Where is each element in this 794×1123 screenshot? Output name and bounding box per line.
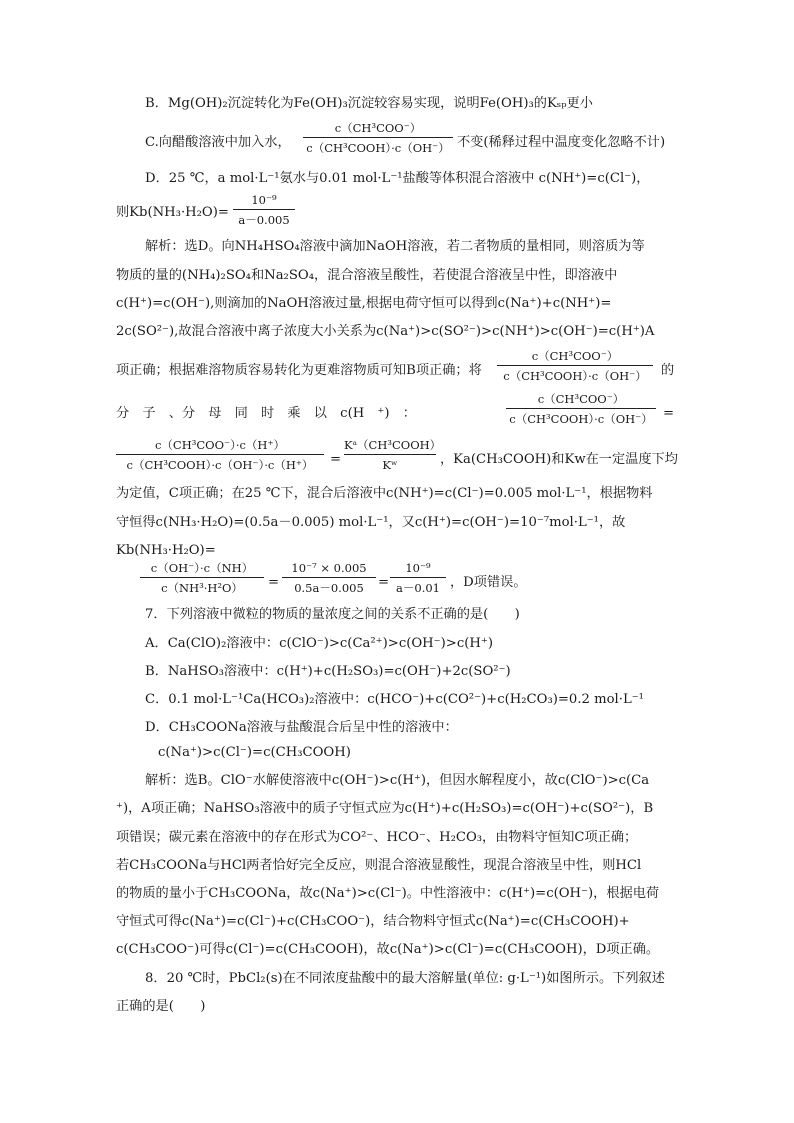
fraction-denominator: a－0.01 bbox=[396, 581, 440, 595]
option-c-fraction bbox=[303, 121, 453, 155]
explanation-line: 项正确；根据难溶物质容易转化为更难溶物质可知B项正确；将 bbox=[116, 363, 482, 378]
explanation-line: 解析：选D。向NH₄HSO₄溶液中滴加NaOH溶液，若二者物质的量相同，则溶质为等 bbox=[145, 239, 645, 254]
explanation-line: 若CH₃COONa与HCl两者恰好完全反应，则混合溶液显酸性，现混合溶液呈中性，则HCl bbox=[116, 858, 642, 873]
fraction-denominator: 0.5a－0.005 bbox=[294, 581, 364, 595]
fraction-denominator: c（CH³COOH）·c（OH⁻） bbox=[503, 369, 647, 383]
explanation-fraction bbox=[497, 349, 653, 383]
fraction-denominator: Kʷ bbox=[382, 458, 398, 472]
option-c-suffix: 不变(稀释过程中温度变化忽略不计) bbox=[457, 135, 666, 150]
question-7-option-a: A．Ca(ClO)₂溶液中：c(ClO⁻)>c(Ca²⁺)>c(OH⁻)>c(H⁺) bbox=[145, 636, 493, 651]
explanation-line: 的物质的量小于CH₃COONa，故c(Na⁺)>c(Cl⁻)。中性溶液中：c(H⁺)=c(OH⁻)，根据电荷 bbox=[116, 886, 660, 901]
fraction-denominator: c（CH³COOH）·c（OH⁻） bbox=[306, 141, 450, 155]
explanation-line: 守恒得c(NH₃·H₂O)=(0.5a－0.005) mol·L⁻¹，又c(H⁺)=c(OH⁻)=10⁻⁷mol·L⁻¹，故 bbox=[116, 515, 626, 530]
question-8-stem: 8．20 ℃时，PbCl₂(s)在不同浓度盐酸中的最大溶解量(单位: g·L⁻¹)如图所示。下列叙述 bbox=[145, 971, 665, 986]
explanation-fraction bbox=[390, 561, 446, 595]
fraction-numerator: c（CH³COO⁻） bbox=[334, 121, 422, 135]
explanation-text: ，Ka(CH₃COOH)和Kw在一定温度下均 bbox=[440, 452, 678, 467]
fraction-numerator: 10⁻⁹ bbox=[405, 561, 431, 575]
explanation-text: 的 bbox=[661, 363, 675, 378]
explanation-fraction bbox=[282, 561, 376, 595]
explanation-line: ⁺)，A项正确；NaHSO₃溶液中的质子守恒式应为c(H⁺)+c(H₂SO₃)=c(OH⁻)+c(SO²⁻)，B bbox=[116, 801, 654, 816]
explanation-fraction bbox=[344, 438, 442, 472]
fraction-numerator: c（OH⁻）·c（NH） bbox=[150, 561, 254, 575]
question-7-option-b: B．NaHSO₃溶液中：c(H⁺)+c(H₂SO₃)=c(OH⁻)+2c(SO²⁻) bbox=[145, 664, 511, 679]
fraction-numerator: Kᵃ（CH³COOH） bbox=[344, 438, 442, 452]
fraction-denominator: a－0.005 bbox=[238, 213, 290, 227]
fraction-numerator: c（CH³COO⁻）·c（H⁺） bbox=[154, 438, 286, 452]
option-d-line1: D．25 ℃，a mol·L⁻¹氨水与0.01 mol·L⁻¹盐酸等体积混合溶液中 c(NH⁺)=c(Cl⁻)， bbox=[145, 171, 650, 186]
explanation-fraction bbox=[116, 438, 324, 472]
explanation-line: 解析：选B。ClO⁻水解使溶液中c(OH⁻)>c(H⁺)，但因水解程度小，故c(ClO⁻)>c(Ca bbox=[145, 773, 650, 788]
explanation-text: = bbox=[378, 575, 390, 590]
fraction-denominator: c（NH³·H²O） bbox=[161, 581, 243, 595]
question-7-option-d: D．CH₃COONa溶液与盐酸混合后呈中性的溶液中： bbox=[145, 720, 458, 735]
option-c-prefix: C.向醋酸溶液中加入水， bbox=[145, 135, 291, 150]
explanation-line: Kb(NH₃·H₂O)= bbox=[116, 543, 216, 558]
explanation-line: 为定值，C项正确；在25 ℃下，混合后溶液中c(NH⁺)=c(Cl⁻)=0.005 mol·L⁻¹，根据物料 bbox=[116, 486, 653, 501]
question-7-option-d-expr: c(Na⁺)>c(Cl⁻)=c(CH₃COOH) bbox=[158, 745, 351, 760]
explanation-text: = bbox=[268, 575, 280, 590]
explanation-line: c(H⁺)=c(OH⁻),则滴加的NaOH溶液过量,根据电荷守恒可以得到c(Na⁺)+c(NH⁺)= bbox=[116, 296, 612, 311]
explanation-text: = bbox=[663, 406, 675, 421]
explanation-line: 项错误；碳元素在溶液中的存在形式为CO²⁻、HCO⁻、H₂CO₃，由物料守恒知C项正确； bbox=[116, 830, 638, 845]
option-d-prefix: 则Kb(NH₃·H₂O)= bbox=[116, 205, 229, 220]
explanation-fraction bbox=[506, 392, 656, 426]
fraction-denominator: c（CH³COOH）·c（OH⁻）·c（H⁺） bbox=[126, 458, 314, 472]
option-b: B．Mg(OH)₂沉淀转化为Fe(OH)₃沉淀较容易实现，说明Fe(OH)₃的Kₛₚ更小 bbox=[145, 96, 593, 111]
explanation-line: 物质的量的(NH₄)₂SO₄和Na₂SO₄，混合溶液呈酸性，若使混合溶液呈中性，即溶液中 bbox=[116, 268, 618, 283]
explanation-line: 2c(SO²⁻),故混合溶液中离子浓度大小关系为c(Na⁺)>c(SO²⁻)>c(NH⁺)>c(OH⁻)=c(H⁺)A bbox=[116, 324, 655, 339]
explanation-text: ，D项错误。 bbox=[450, 575, 527, 590]
fraction-denominator: c（CH³COOH）·c（OH⁻） bbox=[509, 412, 653, 426]
explanation-line: 分 子 、分 母 同 时 乘 以 c(H ⁺) ： bbox=[116, 406, 416, 421]
fraction-numerator: 10⁻⁹ bbox=[251, 193, 277, 207]
explanation-line: c(CH₃COO⁻)可得c(Cl⁻)=c(CH₃COOH)，故c(Na⁺)>c(Cl⁻)=c(CH₃COOH)，D项正确。 bbox=[116, 942, 660, 957]
question-8-stem-cont: 正确的是( ) bbox=[116, 999, 206, 1014]
option-d-fraction bbox=[233, 193, 295, 227]
question-7-option-c: C．0.1 mol·L⁻¹Ca(HCO₃)₂溶液中：c(HCO⁻)+c(CO²⁻)+c(H₂CO₃)=0.2 mol·L⁻¹ bbox=[145, 692, 644, 707]
question-7-stem: 7．下列溶液中微粒的物质的量浓度之间的关系不正确的是( ) bbox=[145, 607, 520, 622]
fraction-numerator: 10⁻⁷ × 0.005 bbox=[291, 561, 367, 575]
explanation-fraction bbox=[140, 561, 264, 595]
explanation-line: 守恒式可得c(Na⁺)=c(Cl⁻)+c(CH₃COO⁻)，结合物料守恒式c(Na⁺)=c(CH₃COOH)+ bbox=[116, 914, 630, 929]
explanation-text: = bbox=[330, 452, 342, 467]
fraction-numerator: c（CH³COO⁻） bbox=[531, 349, 619, 363]
fraction-numerator: c（CH³COO⁻） bbox=[537, 392, 625, 406]
